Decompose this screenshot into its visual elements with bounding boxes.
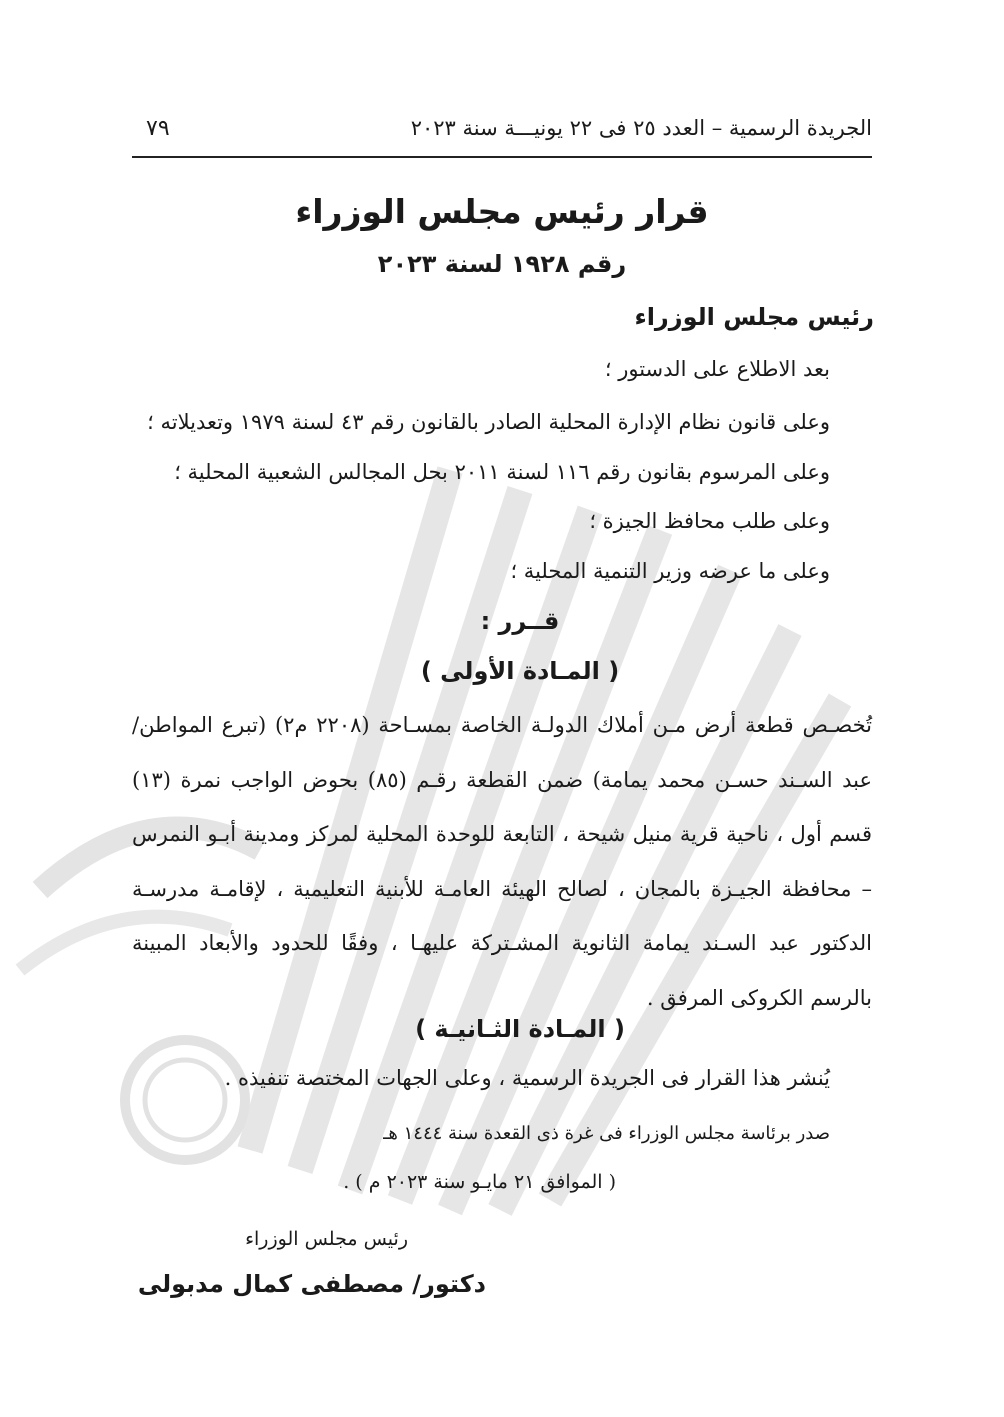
preamble-line: بعد الاطلاع على الدستور ؛	[604, 357, 830, 381]
article-2-heading: ( المـادة الثـانيـة )	[415, 1015, 625, 1043]
gazette-issue-title: الجريدة الرسمية – العدد ٢٥ فى ٢٢ يونيـــة سنة ٢٠٢٣	[410, 116, 872, 140]
preamble-line: وعلى طلب محافظ الجيزة ؛	[589, 509, 830, 533]
article-1-heading: ( المـادة الأولى )	[420, 657, 620, 685]
decree-number: رقم ١٩٢٨ لسنة ٢٠٢٣	[377, 250, 627, 278]
signatory-title: رئيس مجلس الوزراء	[245, 1228, 408, 1250]
preamble-line: وعلى المرسوم بقانون رقم ١١٦ لسنة ٢٠١١ بحل المجالس الشعبية المحلية ؛	[174, 460, 830, 484]
article-1-text: تُخصـص قطعة أرض مـن أملاك الدولـة الخاصة بمسـاحة (٢٢٠٨ م٢) (تبرع المواطن/ عبد السـند حسـن محمد يمامة) ضمن القطعة رقـم (٨٥) بحوض الواجب نمرة (١٣) قسم أول ، ناحية قرية منيل شيحة ، التابعة للوحدة المحلية لمركز ومدينة أبـو النمرس – محافظة الجيـزة بالمجان ، لصالح الهيئة العامـة للأبنية التعليمية ، لإقامـة مدرسـة الدكتور عبد السـند يمامة الثانوية المشـتركة عليهـا ، وفقًا للحدود والأبعاد المبينة بالرسم الكروكى المرفق .	[132, 713, 872, 1010]
page-number: ٧٩	[146, 116, 170, 141]
running-header	[132, 112, 872, 152]
preamble-line: وعلى ما عرضه وزير التنمية المحلية ؛	[510, 559, 830, 583]
issued-gregorian-date: ( الموافق ٢١ مايـو سنة ٢٠٢٣ م ) .	[343, 1171, 616, 1193]
article-2-text: يُنشر هذا القرار فى الجريدة الرسمية ، وعلى الجهات المختصة تنفيذه .	[224, 1066, 830, 1090]
issued-hijri-date: صدر برئاسة مجلس الوزراء فى غرة ذى القعدة سنة ١٤٤٤ هـ	[383, 1123, 830, 1144]
preamble-line: وعلى قانون نظام الإدارة المحلية الصادر بالقانون رقم ٤٣ لسنة ١٩٧٩ وتعديلاته ؛	[147, 410, 830, 434]
header-divider	[132, 156, 872, 158]
signatory-name: دكتور/ مصطفى كمال مدبولى	[137, 1270, 486, 1298]
decided-heading: قــرر :	[480, 607, 560, 635]
issuer-heading: رئيس مجلس الوزراء	[634, 303, 874, 331]
decree-title: قرار رئيس مجلس الوزراء	[295, 192, 709, 231]
